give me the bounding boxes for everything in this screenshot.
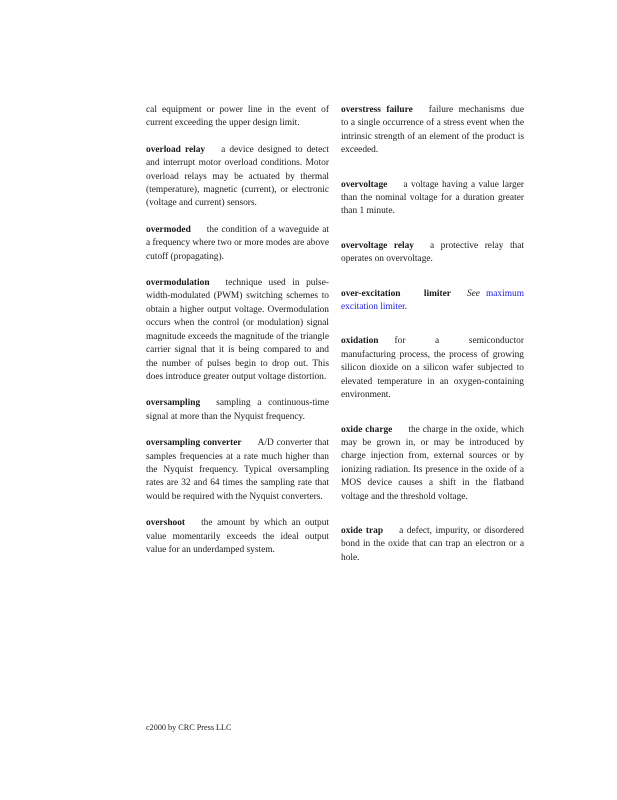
entry-term: oversampling [146, 398, 201, 409]
entry-definition: failure mechanisms due to a single occurrence of a stress event when the intrinsic strength of an element of the product is exceeded. [341, 105, 524, 156]
entry-punctuation: . [404, 302, 408, 313]
continuation-text: cal equipment or power line in the event of current exceeding the upper design limit. [146, 105, 329, 129]
right-column [341, 104, 524, 586]
entry-term: oversampling converter [146, 438, 242, 449]
entry-term: overvoltage [341, 179, 388, 190]
entry-term: oxidation [341, 336, 379, 347]
glossary-entry [146, 437, 329, 504]
glossary-entry [341, 525, 524, 565]
entry-definition: the charge in the oxide, which may be grown in, or may be introduced by charge injection from, external sources or by ionizing radiation. Its presence in the oxide of a MOS device causes a shift in the flatband voltage and the threshold voltage. [341, 424, 524, 502]
glossary-entry [341, 335, 524, 402]
glossary-entry [146, 224, 329, 264]
entry-definition: a defect, impurity, or disordered bond in the oxide that can trap an electron or a hole. [341, 525, 524, 563]
see-label: See [466, 288, 480, 299]
glossary-entry [341, 424, 524, 504]
entry-definition: the condition of a waveguide at a frequency where two or more modes are above cutoff (propagating). [146, 224, 329, 262]
entry-definition: a device designed to detect and interrupt motor overload conditions. Motor overload relays may be actuated by thermal (temperature), magnetic (current), or electronic (voltage and current) sensors. [146, 144, 329, 209]
copyright-footer: c2000 by CRC Press LLC [146, 723, 232, 732]
cross-reference-link[interactable]: maximum excitation limiter [341, 288, 524, 313]
glossary-entry [341, 179, 524, 219]
glossary-entry [341, 104, 524, 158]
entry-definition: technique used in pulse-width-modulated (PWM) switching schemes to obtain a higher output voltage. Overmodulation occurs when the control (or modulation) signal magnitude exceeds the magnitude of the triangle carrier signal that it is being compared to and the number of pulses begin to drop out. This does introduce greater output voltage distortion. [146, 278, 329, 382]
entry-definition: A/D converter that samples frequencies at a rate much higher than the Nyquist frequency. Typical oversampling rates are 32 and 64 times the sampling rate that would be required with the Nyquist converters. [146, 438, 329, 502]
glossary-entry [146, 517, 329, 557]
entry-term: overmodulation [146, 278, 210, 289]
glossary-entry [341, 240, 524, 267]
entry-term: overshoot [146, 518, 186, 529]
glossary-entry [146, 277, 329, 384]
entry-definition: for a semiconductor manufacturing process, the process of growing silicon dioxide on a silicon wafer subjected to elevated temperature in an oxygen-containing environment. [341, 336, 524, 401]
entry-term: over-excitation limiter [341, 288, 451, 299]
entry-definition: a voltage having a value larger than the nominal voltage for a duration greater than 1 minute. [341, 179, 524, 217]
entry-term: overmoded [146, 224, 191, 235]
glossary-entry [341, 288, 524, 315]
entry-term: oxide charge [341, 424, 393, 435]
entry-definition: a protective relay that operates on overvoltage. [341, 240, 525, 265]
entry-term: overvoltage relay [341, 240, 414, 251]
entry-term: overload relay [146, 144, 206, 155]
glossary-entry [146, 397, 329, 424]
glossary-entry [146, 144, 329, 211]
entry-term: oxide trap [341, 525, 384, 536]
entry-definition: sampling a continuous-time signal at more than the Nyquist frequency. [146, 398, 329, 422]
entry-term: overstress failure [341, 105, 413, 115]
entry-definition: the amount by which an output value momentarily exceeds the ideal output value for an underdamped system. [146, 518, 329, 555]
left-column [146, 104, 329, 570]
